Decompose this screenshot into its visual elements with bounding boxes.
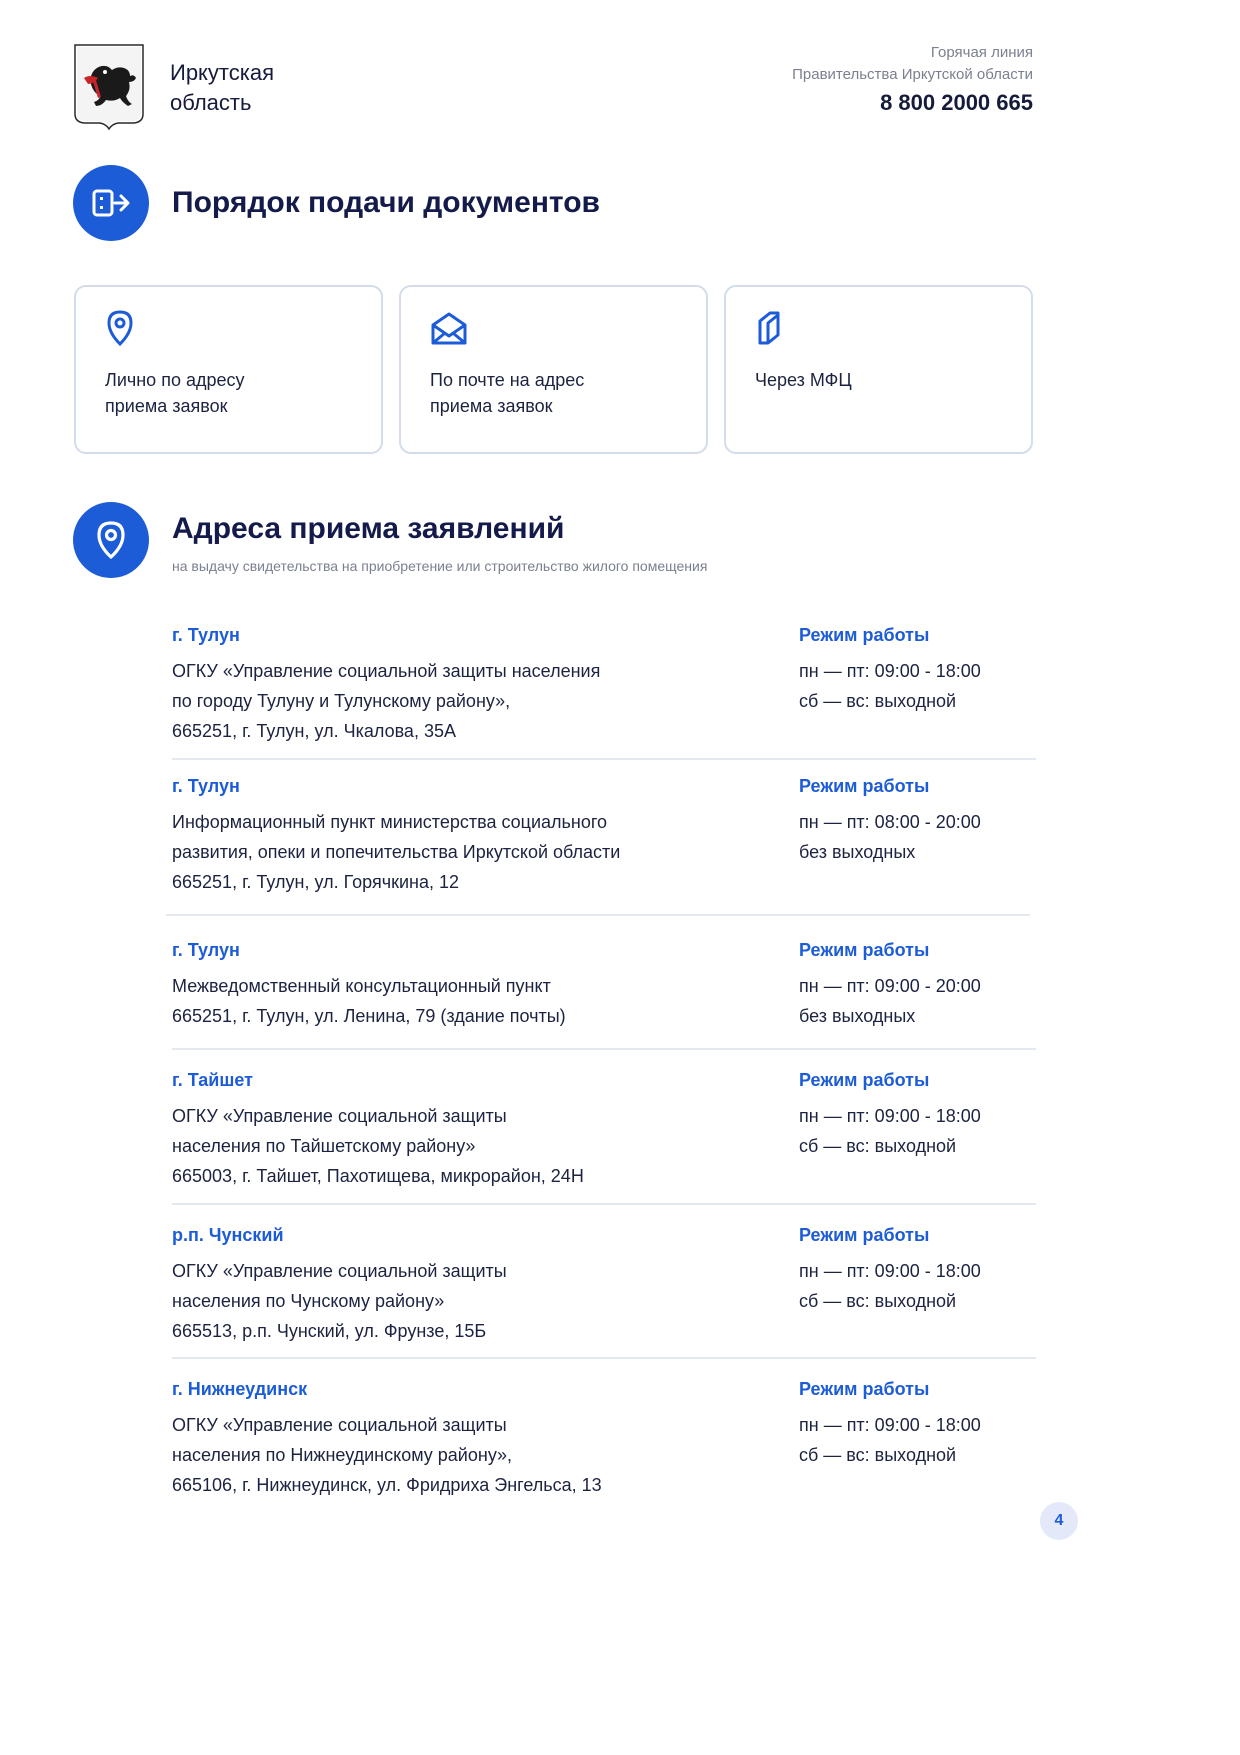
entry-hours-title: Режим работы (799, 625, 930, 645)
entry-address (172, 971, 566, 1031)
entry-address-line: 665251, г. Тулун, ул. Ленина, 79 (здание почты) (172, 1006, 566, 1026)
entry-address-line: Информационный пункт министерства социального (172, 812, 608, 832)
entry-address-line: 665106, г. Нижнеудинск, ул. Фридриха Энгельса, 13 (172, 1475, 602, 1495)
entry-hours (799, 971, 981, 1031)
region-name (170, 58, 274, 118)
addresses-subtitle: на выдачу свидетельства на приобретение или строительство жилого помещения (172, 558, 708, 574)
entry-city: г. Тулун (172, 776, 240, 796)
entry-city: р.п. Чунский (172, 1225, 284, 1245)
submission-card-text: По почте на адрес приема заявок (430, 370, 585, 416)
entry-hours-line: пн — пт: 09:00 - 20:00 (799, 976, 981, 996)
entry-hours-title: Режим работы (799, 776, 930, 796)
entry-city: г. Тулун (172, 625, 240, 645)
entry-hours-line: пн — пт: 08:00 - 20:00 (799, 812, 981, 832)
entry-address-line: населения по Чунскому району» (172, 1291, 445, 1311)
entry-city: г. Тулун (172, 940, 240, 960)
entry-hours-line: сб — вс: выходной (799, 691, 957, 711)
document-arrow-icon (73, 165, 149, 241)
entry-city: г. Тайшет (172, 1070, 253, 1090)
envelope-icon (429, 309, 465, 349)
entry-hours-line: сб — вс: выходной (799, 1291, 957, 1311)
entry-divider (172, 1048, 1036, 1050)
hotline-block (792, 42, 1033, 118)
entry-hours (799, 1256, 981, 1316)
entry-address-line: населения по Нижнеудинскому району», (172, 1445, 513, 1465)
entry-hours (799, 656, 981, 716)
entry-hours-title: Режим работы (799, 1225, 930, 1245)
entry-hours-line: пн — пт: 09:00 - 18:00 (799, 1261, 981, 1281)
entry-hours-title: Режим работы (799, 1379, 930, 1399)
entry-address (172, 1256, 507, 1346)
hotline-org-label: Правительства Иркутской области (792, 66, 1033, 83)
submission-title: Порядок подачи документов (172, 186, 600, 219)
entry-address-line: ОГКУ «Управление социальной защиты (172, 1261, 507, 1281)
entry-divider (166, 914, 1030, 916)
map-pin-icon (73, 502, 149, 578)
entry-hours (799, 1101, 981, 1161)
submission-card-in-person[interactable] (74, 285, 383, 454)
addresses-title: Адреса приема заявлений (172, 512, 565, 545)
entry-address-line: 665003, г. Тайшет, Пахотищева, микрорайон, 24Н (172, 1166, 584, 1186)
entry-hours (799, 1410, 981, 1470)
entry-hours-line: без выходных (799, 842, 916, 862)
entry-city: г. Нижнеудинск (172, 1379, 308, 1399)
entry-address-line: 665251, г. Тулун, ул. Горячкина, 12 (172, 872, 459, 892)
entry-address-line: населения по Тайшетскому району» (172, 1136, 476, 1156)
entry-address (172, 1410, 602, 1500)
irkutsk-coat-of-arms-icon (74, 44, 144, 130)
submission-card-text: Лично по адресу приема заявок (105, 370, 245, 416)
entry-address (172, 1101, 584, 1191)
entry-hours-line: пн — пт: 09:00 - 18:00 (799, 661, 981, 681)
entry-hours-line: сб — вс: выходной (799, 1136, 957, 1156)
entry-hours-line: пн — пт: 09:00 - 18:00 (799, 1106, 981, 1126)
hotline-label: Горячая линия (930, 44, 1033, 61)
page-number-badge: 4 (1040, 1502, 1078, 1540)
entry-address-line: ОГКУ «Управление социальной защиты населения (172, 661, 601, 681)
map-pin-icon (104, 309, 140, 349)
entry-divider (172, 1357, 1036, 1359)
entry-hours (799, 807, 981, 867)
entry-address-line: 665513, р.п. Чунский, ул. Фрунзе, 15Б (172, 1321, 487, 1341)
mfc-logo-icon (754, 309, 790, 349)
submission-card-mail[interactable] (399, 285, 708, 454)
entry-address-line: ОГКУ «Управление социальной защиты (172, 1106, 507, 1126)
entry-hours-line: без выходных (799, 1006, 916, 1026)
entry-address (172, 807, 620, 897)
entry-hours-title: Режим работы (799, 1070, 930, 1090)
region-name-line2: область (170, 90, 252, 115)
entry-divider (172, 1203, 1036, 1205)
entry-address-line: 665251, г. Тулун, ул. Чкалова, 35А (172, 721, 456, 741)
entry-hours-line: пн — пт: 09:00 - 18:00 (799, 1415, 981, 1435)
entry-address-line: развития, опеки и попечительства Иркутской области (172, 842, 621, 862)
submission-card-text: Через МФЦ (755, 370, 852, 390)
entry-divider (172, 758, 1036, 760)
entry-hours-line: сб — вс: выходной (799, 1445, 957, 1465)
entry-address-line: по городу Тулуну и Тулунскому району», (172, 691, 511, 711)
entry-address-line: Межведомственный консультационный пункт (172, 976, 551, 996)
entry-address-line: ОГКУ «Управление социальной защиты (172, 1415, 507, 1435)
submission-card-mfc[interactable] (724, 285, 1033, 454)
hotline-phone[interactable]: 8 800 2000 665 (880, 90, 1033, 115)
entry-address (172, 656, 600, 746)
entry-hours-title: Режим работы (799, 940, 930, 960)
region-name-line1: Иркутская (170, 60, 275, 85)
